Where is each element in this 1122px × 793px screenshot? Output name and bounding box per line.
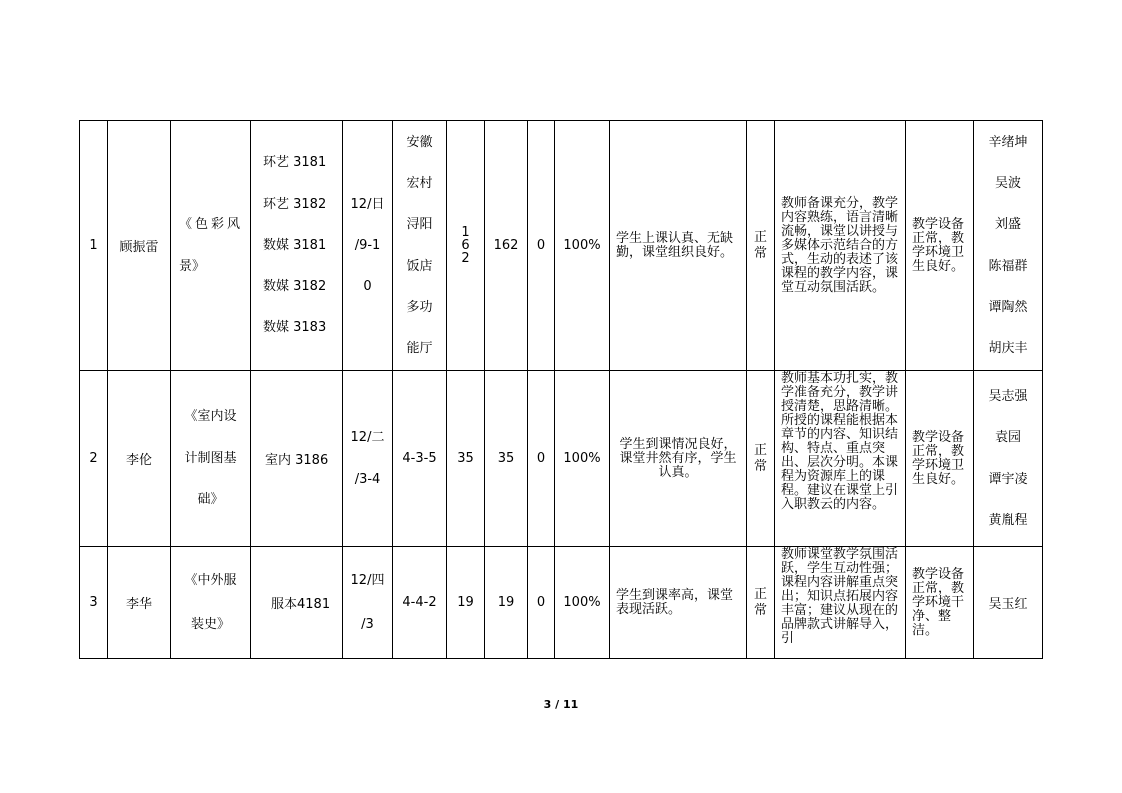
table-row [80,547,1043,659]
teacher-name: 李华 [108,547,171,659]
class-list [251,121,343,371]
class-item: 环艺 3182 [263,196,327,212]
class-time [343,371,393,547]
enrolled-count: 35 [447,371,485,547]
enrolled-count: 19 [447,547,485,659]
inspector-name: 吴波 [994,175,1021,191]
inspector-name: 陈福群 [988,258,1028,274]
status [747,371,775,547]
table-row [80,371,1043,547]
student-evaluation [610,371,747,547]
teaching-eval-text: 教师课堂教学氛围活跃，学生互动性强；课程内容讲解重点突出；知识点拓展内容丰富；建议从现在的品牌款式讲解导入，引 [781,547,899,646]
status [747,121,775,371]
class-item: 服本4181 [271,597,331,612]
time-line: 12/日 [350,196,385,212]
place-line: 安徽 [406,134,433,150]
student-eval-text: 学生上课认真、无缺勤，课堂组织良好。 [616,230,734,260]
status [747,547,775,659]
absent-count: 0 [528,371,555,547]
class-place: 4-3-5 [393,371,447,547]
teaching-eval-text: 教师基本功扎实，教学准备充分，教学讲授清楚，思路清晰。所授的课程能根据本章节的内容、知识结构、特点、重点突出、层次分明。本课程为资源库上的课程。建议在课堂上引入职教云的内容。 [781,371,899,512]
teaching-evaluation [775,547,906,659]
present-count: 19 [485,547,528,659]
student-evaluation [610,121,747,371]
facility-text: 教学设备正常，教学环境卫生良好。 [912,429,965,487]
class-time [343,547,393,659]
row-number: 3 [80,547,108,659]
inspector-name: 吴玉红 [988,597,1028,612]
class-place: 4-4-2 [393,547,447,659]
time-line: 12/四 [350,572,385,588]
inspector-list [974,371,1043,547]
inspection-table [79,120,1043,659]
facility-evaluation [906,371,974,547]
course-name [171,547,251,659]
teacher-name: 顾振雷 [108,121,171,371]
teaching-evaluation [775,371,906,547]
time-line: 12/二 [350,430,385,445]
attendance-rate: 100% [555,371,610,547]
inspector-name: 黄胤程 [988,513,1028,528]
time-line: 0 [363,279,372,295]
facility-evaluation [906,121,974,371]
present-count: 35 [485,371,528,547]
course-line: 《室内设 [184,409,237,425]
inspector-name: 谭陶然 [988,299,1028,315]
course-line: 装史》 [190,616,230,632]
facility-evaluation [906,547,974,659]
class-item: 环艺 3181 [263,155,327,171]
place-line: 宏村 [406,175,433,191]
place-line: 饭店 [406,258,433,274]
place-line: 浔阳 [406,217,433,233]
place-line: 能厅 [406,341,433,357]
inspector-list [974,547,1043,659]
course-line: 景》 [179,258,206,274]
row-number: 1 [80,121,108,371]
time-line: /3 [361,616,374,632]
class-item: 数媒 3181 [263,237,327,253]
course-name [171,121,251,371]
course-line: 《中外服 [184,572,237,588]
teaching-eval-text: 教师备课充分，教学内容熟练，语言清晰流畅，课堂以讲授与多媒体示范结合的方式，生动的表述了该课程的教学内容，课堂互动氛围活跃。 [781,195,899,295]
class-list [251,547,343,659]
time-line: /9-1 [354,237,381,253]
attendance-rate: 100% [555,121,610,371]
place-line: 多功 [406,299,433,315]
status-text: 正常 [753,442,767,474]
course-name [171,371,251,547]
teaching-evaluation [775,121,906,371]
absent-count: 0 [528,121,555,371]
class-place [393,121,447,371]
student-evaluation [610,547,747,659]
attendance-rate: 100% [555,547,610,659]
absent-count: 0 [528,547,555,659]
inspector-list [974,121,1043,371]
class-item: 室内 3186 [265,453,329,468]
time-line: /3-4 [354,471,381,487]
status-text: 正常 [753,586,767,618]
class-item: 数媒 3183 [263,320,327,336]
class-list [251,371,343,547]
class-item: 数媒 3182 [263,279,327,295]
inspector-name: 刘盛 [994,217,1021,233]
course-line: 计制图基 [184,450,237,466]
inspector-name: 吴志强 [988,388,1028,404]
status-text: 正常 [753,229,767,261]
present-count: 162 [485,121,528,371]
student-eval-text: 学生到课率高，课堂表现活跃。 [616,587,734,617]
inspector-name: 辛绪坤 [988,134,1028,150]
enrolled-count [447,121,485,371]
enrolled-value: 162 [461,224,470,266]
page-number: 3 / 11 [543,698,579,711]
inspector-name: 谭宇凌 [988,471,1028,487]
student-eval-text: 学生到课情况良好，课堂井然有序，学生认真。 [619,436,737,480]
teacher-name: 李伦 [108,371,171,547]
course-line: 础》 [197,492,224,508]
inspector-name: 胡庆丰 [988,341,1028,357]
row-number: 2 [80,371,108,547]
class-time [343,121,393,371]
inspector-name: 袁园 [994,430,1021,445]
course-line: 《色彩风 [179,216,244,232]
facility-text: 教学设备正常，教学环境卫生良好。 [912,216,965,274]
table-row [80,121,1043,371]
facility-text: 教学设备正常，教学环境干净、整洁。 [912,566,965,638]
